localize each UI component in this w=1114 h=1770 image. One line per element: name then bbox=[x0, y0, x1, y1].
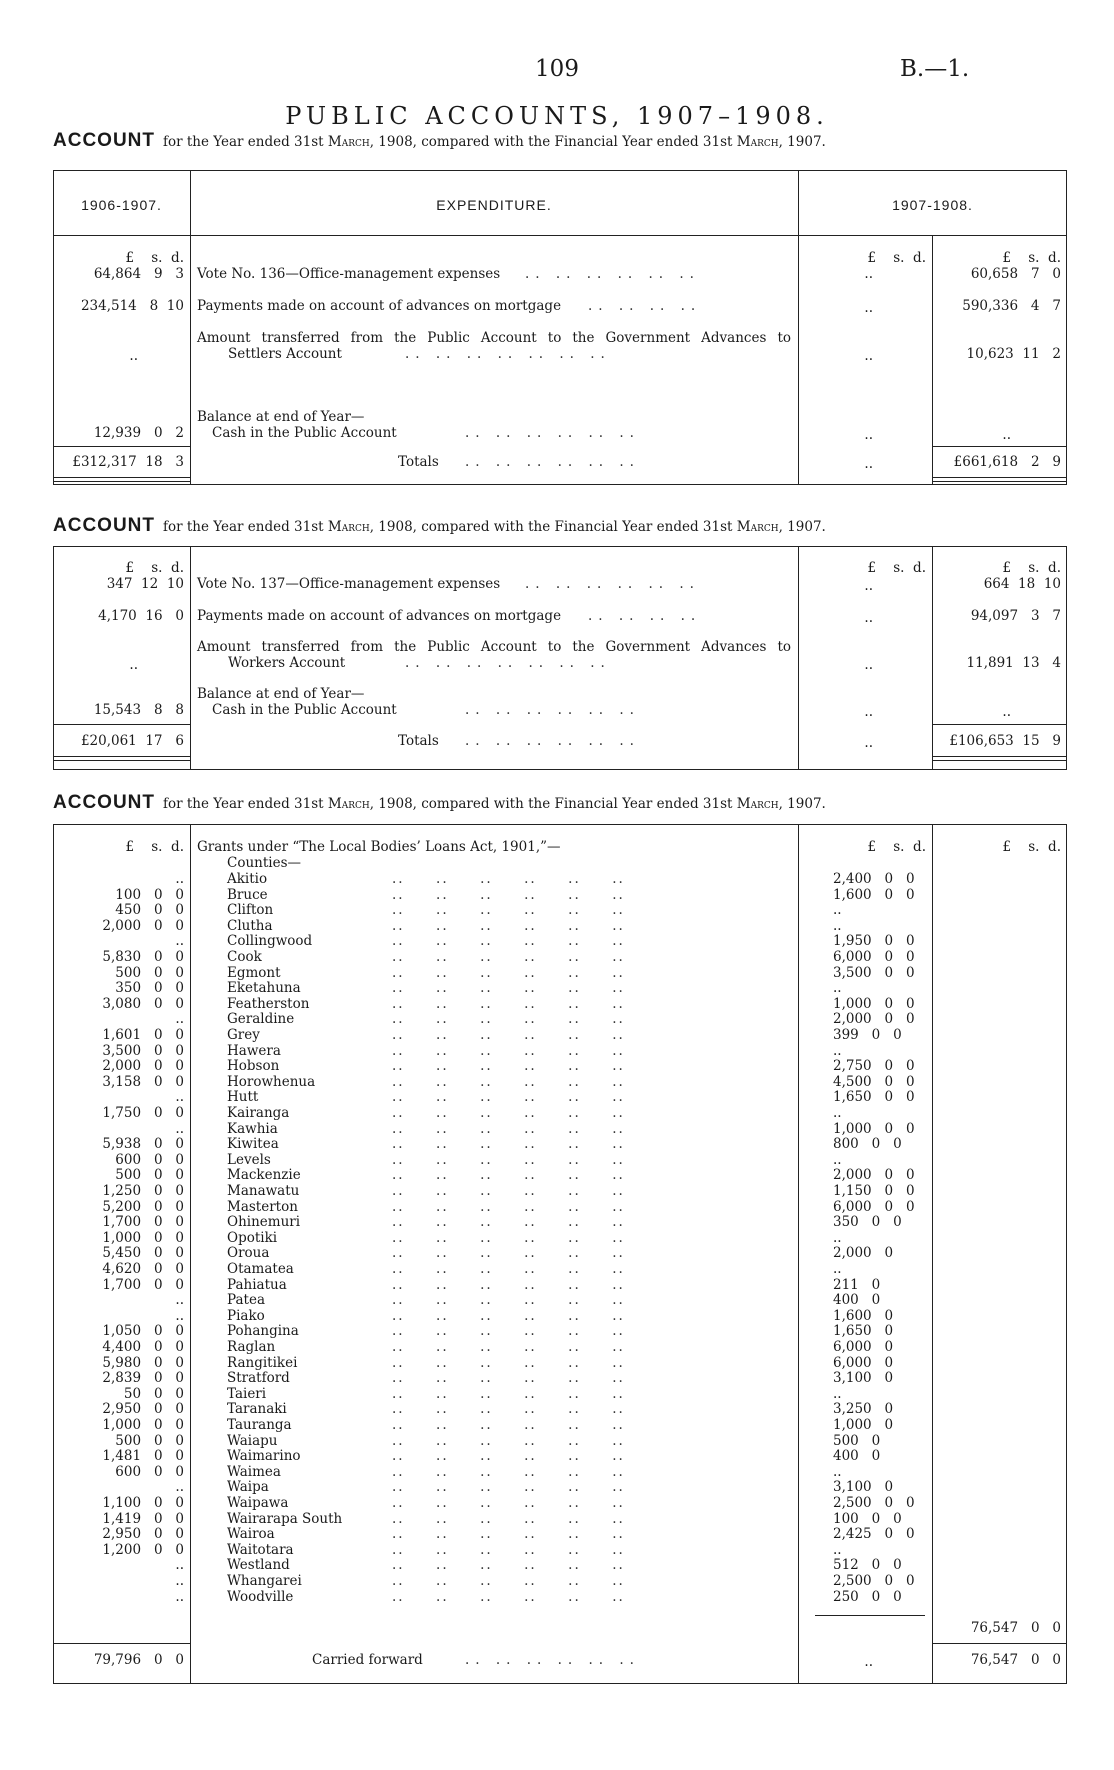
row-description-continued: Cash in the Public Account bbox=[212, 702, 397, 718]
unit-header: £ s. d. bbox=[867, 560, 926, 576]
county-amount-prev: 1,700 0 0 bbox=[102, 1214, 184, 1230]
amount-sub: .. bbox=[864, 300, 873, 316]
county-name: Kairanga bbox=[227, 1105, 290, 1121]
county-amount-sub: 800 0 0 bbox=[833, 1136, 902, 1152]
amount-prev: .. bbox=[129, 657, 138, 673]
leader-dots: .. .. .. .. .. .. bbox=[392, 1183, 625, 1199]
column-divider bbox=[798, 546, 799, 770]
county-amount-sub: 2,500 0 0 bbox=[833, 1495, 915, 1511]
row-description: Amount transferred from the Public Account to the Government Advances to bbox=[197, 639, 791, 655]
section-3-heading: ACCOUNT for the Year ended 31st March, 1908, compared with the Financial Year ended 31st March, 1907. bbox=[53, 792, 826, 813]
carried-curr: 76,547 0 0 bbox=[970, 1652, 1061, 1668]
leader-dots: .. .. .. .. .. .. bbox=[392, 1167, 625, 1183]
leader-dots: .. .. .. .. .. .. bbox=[392, 1214, 625, 1230]
leader-dots: .. .. .. .. .. .. bbox=[392, 1308, 625, 1324]
county-name: Ohinemuri bbox=[227, 1214, 301, 1230]
leader-dots: .. .. .. .. .. .. bbox=[392, 1261, 625, 1277]
county-amount-sub: 1,000 0 0 bbox=[833, 996, 915, 1012]
county-amount-prev: .. bbox=[175, 1557, 184, 1573]
county-name: Piako bbox=[227, 1308, 265, 1324]
county-amount-sub: 2,000 0 0 bbox=[833, 1167, 915, 1183]
county-amount-sub: .. bbox=[833, 1043, 842, 1059]
leader-dots: .. .. .. .. .. .. bbox=[392, 1511, 625, 1527]
leader-dots: .. .. .. .. .. .. bbox=[465, 733, 640, 749]
county-name: Clifton bbox=[227, 902, 274, 918]
amount-sub: .. bbox=[864, 578, 873, 594]
leader-dots: .. .. .. .. .. .. bbox=[392, 1339, 625, 1355]
leader-dots: .. .. .. .. .. .. bbox=[392, 1011, 625, 1027]
amount-prev: 347 12 10 bbox=[106, 576, 184, 592]
leader-dots: .. .. .. .. .. .. bbox=[392, 871, 625, 887]
leader-dots: .. .. .. .. .. .. bbox=[392, 1105, 625, 1121]
amount-curr: .. bbox=[1002, 704, 1011, 720]
county-amount-prev: 50 0 0 bbox=[123, 1386, 184, 1402]
county-amount-prev: 5,450 0 0 bbox=[102, 1245, 184, 1261]
county-amount-prev: 5,980 0 0 bbox=[102, 1355, 184, 1371]
county-amount-prev: 600 0 0 bbox=[115, 1152, 184, 1168]
county-amount-prev: 2,950 0 0 bbox=[102, 1401, 184, 1417]
column-divider bbox=[798, 824, 799, 1684]
carried-prev: 79,796 0 0 bbox=[93, 1652, 184, 1668]
amount-curr: 590,336 4 7 bbox=[962, 298, 1061, 314]
county-amount-sub: 2,425 0 0 bbox=[833, 1526, 915, 1542]
leader-dots: .. .. .. .. .. .. bbox=[392, 1433, 625, 1449]
leader-dots: .. .. .. .. .. .. bbox=[525, 576, 700, 592]
county-name: Waimea bbox=[227, 1464, 281, 1480]
county-name: Grey bbox=[227, 1027, 260, 1043]
leader-dots: .. .. .. .. .. .. bbox=[392, 1136, 625, 1152]
county-amount-sub: 2,500 0 0 bbox=[833, 1573, 915, 1589]
county-amount-prev: 5,830 0 0 bbox=[102, 949, 184, 965]
column-divider bbox=[932, 546, 933, 770]
county-amount-sub: 1,000 0 bbox=[833, 1417, 894, 1433]
leader-dots: .. .. .. .. .. .. bbox=[392, 1589, 625, 1605]
county-amount-sub: 1,650 0 0 bbox=[833, 1089, 915, 1105]
county-amount-prev: .. bbox=[175, 871, 184, 887]
leader-dots: .. .. .. .. .. .. bbox=[465, 454, 640, 470]
county-name: Levels bbox=[227, 1152, 271, 1168]
county-amount-sub: 3,500 0 0 bbox=[833, 965, 915, 981]
leader-dots: .. .. .. .. .. .. bbox=[392, 1121, 625, 1137]
column-header-expenditure: EXPENDITURE. bbox=[436, 197, 552, 213]
leader-dots: .. .. .. .. .. .. bbox=[392, 1355, 625, 1371]
county-amount-prev: 350 0 0 bbox=[115, 980, 184, 996]
county-amount-prev: .. bbox=[175, 1479, 184, 1495]
county-amount-sub: .. bbox=[833, 1105, 842, 1121]
amount-prev: 64,864 9 3 bbox=[93, 266, 184, 282]
county-amount-prev: 500 0 0 bbox=[115, 1433, 184, 1449]
county-amount-sub: 399 0 0 bbox=[833, 1027, 902, 1043]
total-rule bbox=[932, 446, 1067, 447]
column-divider bbox=[190, 170, 191, 485]
leader-dots: .. .. .. .. .. .. bbox=[392, 1542, 625, 1558]
county-amount-sub: 3,100 0 bbox=[833, 1370, 894, 1386]
column-header-1907-1908: 1907-1908. bbox=[892, 197, 973, 213]
county-amount-prev: 1,481 0 0 bbox=[102, 1448, 184, 1464]
leader-dots: .. .. .. .. .. .. bbox=[392, 1245, 625, 1261]
unit-header: £ s. d. bbox=[1002, 250, 1061, 266]
leader-dots: .. .. .. .. .. .. bbox=[392, 1089, 625, 1105]
county-amount-prev: 1,000 0 0 bbox=[102, 1417, 184, 1433]
county-amount-prev: .. bbox=[175, 1589, 184, 1605]
total-double-rule bbox=[932, 477, 1067, 482]
county-name: Tauranga bbox=[227, 1417, 292, 1433]
county-name: Woodville bbox=[227, 1589, 294, 1605]
leader-dots: .. .. .. .. .. .. .. bbox=[405, 655, 611, 671]
subtotal-rule bbox=[815, 1615, 925, 1616]
county-amount-sub: 2,000 0 0 bbox=[833, 1011, 915, 1027]
unit-header: £ s. d. bbox=[867, 250, 926, 266]
leader-dots: .. .. .. .. .. .. bbox=[392, 1043, 625, 1059]
leader-dots: .. .. .. .. .. .. bbox=[392, 1479, 625, 1495]
leader-dots: .. .. .. .. .. .. bbox=[392, 1526, 625, 1542]
column-divider bbox=[798, 170, 799, 485]
county-amount-prev: 3,158 0 0 bbox=[102, 1074, 184, 1090]
county-name: Bruce bbox=[227, 887, 268, 903]
county-name: Otamatea bbox=[227, 1261, 294, 1277]
amount-curr: 94,097 3 7 bbox=[970, 608, 1061, 624]
section-1-heading: ACCOUNT for the Year ended 31st March, 1908, compared with the Financial Year ended 31st March, 1907. bbox=[53, 130, 826, 151]
county-name: Pahiatua bbox=[227, 1277, 287, 1293]
leader-dots: .. .. .. .. .. .. bbox=[392, 933, 625, 949]
total-prev: £312,317 18 3 bbox=[72, 454, 184, 470]
county-name: Pohangina bbox=[227, 1323, 299, 1339]
county-name: Rangitikei bbox=[227, 1355, 298, 1371]
county-amount-sub: 6,000 0 0 bbox=[833, 1199, 915, 1215]
county-amount-sub: 512 0 0 bbox=[833, 1557, 902, 1573]
leader-dots: .. .. .. .. .. .. bbox=[392, 887, 625, 903]
leader-dots: .. .. .. .. .. .. bbox=[392, 1199, 625, 1215]
county-name: Stratford bbox=[227, 1370, 290, 1386]
county-amount-sub: .. bbox=[833, 1386, 842, 1402]
leader-dots: .. .. .. .. .. .. bbox=[392, 965, 625, 981]
county-name: Opotiki bbox=[227, 1230, 278, 1246]
leader-dots: .. .. .. .. .. .. bbox=[465, 1652, 640, 1668]
county-amount-sub: .. bbox=[833, 1152, 842, 1168]
county-amount-sub: 100 0 0 bbox=[833, 1511, 902, 1527]
row-description-continued: Settlers Account bbox=[228, 346, 342, 362]
leader-dots: .. .. .. .. .. .. bbox=[392, 1417, 625, 1433]
leader-dots: .. .. .. .. .. .. bbox=[392, 949, 625, 965]
county-amount-prev: 1,200 0 0 bbox=[102, 1542, 184, 1558]
leader-dots: .. .. .. .. .. .. bbox=[392, 996, 625, 1012]
county-name: Wairoa bbox=[227, 1526, 275, 1542]
unit-header: £ s. d. bbox=[1002, 839, 1061, 855]
county-name: Manawatu bbox=[227, 1183, 300, 1199]
amount-prev: .. bbox=[129, 348, 138, 364]
county-amount-prev: 1,601 0 0 bbox=[102, 1027, 184, 1043]
county-amount-sub: 1,600 0 0 bbox=[833, 887, 915, 903]
county-amount-prev: 600 0 0 bbox=[115, 1464, 184, 1480]
county-name: Eketahuna bbox=[227, 980, 301, 996]
leader-dots: .. .. .. .. .. .. bbox=[392, 1292, 625, 1308]
county-name: Hutt bbox=[227, 1089, 259, 1105]
row-description-continued: Workers Account bbox=[228, 655, 346, 671]
carried-rule bbox=[932, 1643, 1067, 1644]
county-amount-prev: .. bbox=[175, 1308, 184, 1324]
leader-dots: .. .. .. .. .. .. bbox=[465, 702, 640, 718]
column-divider bbox=[932, 235, 933, 485]
total-double-rule bbox=[932, 756, 1067, 761]
total-double-rule bbox=[53, 756, 190, 761]
county-name: Raglan bbox=[227, 1339, 276, 1355]
county-amount-sub: .. bbox=[833, 1464, 842, 1480]
total-sub: .. bbox=[864, 456, 873, 472]
county-amount-sub: 1,150 0 0 bbox=[833, 1183, 915, 1199]
county-amount-sub: .. bbox=[833, 902, 842, 918]
column-divider bbox=[190, 824, 191, 1684]
county-amount-prev: 1,750 0 0 bbox=[102, 1105, 184, 1121]
county-amount-sub: 211 0 bbox=[833, 1277, 881, 1293]
grant-subtitle: Counties— bbox=[227, 855, 302, 871]
leader-dots: .. .. .. .. .. .. bbox=[392, 1386, 625, 1402]
section-1-header-rule bbox=[53, 235, 1067, 236]
county-amount-prev: 1,419 0 0 bbox=[102, 1511, 184, 1527]
county-amount-sub: 6,000 0 bbox=[833, 1339, 894, 1355]
county-amount-sub: 4,500 0 0 bbox=[833, 1074, 915, 1090]
county-name: Mackenzie bbox=[227, 1167, 301, 1183]
county-name: Waimarino bbox=[227, 1448, 301, 1464]
county-name: Taieri bbox=[227, 1386, 267, 1402]
grant-title: Grants under “The Local Bodies’ Loans Act, 1901,”— bbox=[197, 839, 561, 855]
leader-dots: .. .. .. .. .. .. bbox=[392, 980, 625, 996]
county-name: Waitotara bbox=[227, 1542, 294, 1558]
leader-dots: .. .. .. .. .. .. bbox=[392, 918, 625, 934]
county-name: Cook bbox=[227, 949, 262, 965]
county-amount-prev: 1,000 0 0 bbox=[102, 1230, 184, 1246]
county-name: Akitio bbox=[227, 871, 268, 887]
county-amount-prev: .. bbox=[175, 1121, 184, 1137]
county-amount-prev: 1,700 0 0 bbox=[102, 1277, 184, 1293]
leader-dots: .. .. .. .. .. .. bbox=[392, 1058, 625, 1074]
leader-dots: .. .. .. .. .. .. bbox=[525, 266, 700, 282]
county-amount-sub: 2,400 0 0 bbox=[833, 871, 915, 887]
unit-header: £ s. d. bbox=[1002, 560, 1061, 576]
county-name: Collingwood bbox=[227, 933, 313, 949]
county-name: Hawera bbox=[227, 1043, 281, 1059]
county-name: Horowhenua bbox=[227, 1074, 316, 1090]
county-amount-prev: .. bbox=[175, 1011, 184, 1027]
leader-dots: .. .. .. .. .. .. .. bbox=[405, 346, 611, 362]
page-title: PUBLIC ACCOUNTS, 1907–1908. bbox=[285, 102, 829, 130]
county-amount-sub: 400 0 bbox=[833, 1448, 881, 1464]
row-description: Payments made on account of advances on mortgage bbox=[197, 608, 562, 624]
county-amount-sub: .. bbox=[833, 1542, 842, 1558]
county-amount-prev: .. bbox=[175, 1573, 184, 1589]
leader-dots: .. .. .. .. bbox=[588, 298, 702, 314]
leader-dots: .. .. .. .. .. .. bbox=[392, 1370, 625, 1386]
subtotal-curr: 76,547 0 0 bbox=[970, 1620, 1061, 1636]
leader-dots: .. .. .. .. .. .. bbox=[392, 1152, 625, 1168]
county-amount-sub: 2,750 0 0 bbox=[833, 1058, 915, 1074]
leader-dots: .. .. .. .. .. .. bbox=[392, 1464, 625, 1480]
county-name: Whangarei bbox=[227, 1573, 302, 1589]
leader-dots: .. .. .. .. .. .. bbox=[392, 1074, 625, 1090]
county-name: Waipawa bbox=[227, 1495, 289, 1511]
carried-rule bbox=[53, 1643, 190, 1644]
county-name: Hobson bbox=[227, 1058, 280, 1074]
leader-dots: .. .. .. .. .. .. bbox=[392, 1230, 625, 1246]
county-amount-sub: 1,950 0 0 bbox=[833, 933, 915, 949]
county-amount-sub: 3,100 0 bbox=[833, 1479, 894, 1495]
row-description: Balance at end of Year— bbox=[197, 409, 365, 425]
county-amount-sub: 350 0 0 bbox=[833, 1214, 902, 1230]
total-prev: £20,061 17 6 bbox=[80, 733, 184, 749]
amount-curr: .. bbox=[1002, 427, 1011, 443]
amount-sub: .. bbox=[864, 266, 873, 282]
county-name: Waipa bbox=[227, 1479, 269, 1495]
total-sub: .. bbox=[864, 735, 873, 751]
county-name: Featherston bbox=[227, 996, 310, 1012]
county-amount-prev: .. bbox=[175, 933, 184, 949]
county-amount-prev: 500 0 0 bbox=[115, 965, 184, 981]
leader-dots: .. .. .. .. .. .. bbox=[392, 1401, 625, 1417]
total-rule bbox=[53, 446, 190, 447]
column-header-1906-1907: 1906-1907. bbox=[81, 197, 162, 213]
carried-sub: .. bbox=[864, 1654, 873, 1670]
amount-curr: 11,891 13 4 bbox=[966, 655, 1061, 671]
amount-curr: 664 18 10 bbox=[983, 576, 1061, 592]
row-description: Payments made on account of advances on mortgage bbox=[197, 298, 562, 314]
county-amount-prev: 2,950 0 0 bbox=[102, 1526, 184, 1542]
county-amount-sub: .. bbox=[833, 1261, 842, 1277]
county-name: Taranaki bbox=[227, 1401, 287, 1417]
county-amount-sub: 6,000 0 bbox=[833, 1355, 894, 1371]
total-curr: £661,618 2 9 bbox=[953, 454, 1061, 470]
county-name: Kawhia bbox=[227, 1121, 278, 1137]
county-amount-prev: 3,080 0 0 bbox=[102, 996, 184, 1012]
amount-sub: .. bbox=[864, 610, 873, 626]
county-amount-prev: 2,000 0 0 bbox=[102, 1058, 184, 1074]
amount-prev: 15,543 8 8 bbox=[93, 702, 184, 718]
unit-header: £ s. d. bbox=[125, 250, 184, 266]
unit-header: £ s. d. bbox=[125, 839, 184, 855]
unit-header: £ s. d. bbox=[125, 560, 184, 576]
unit-header: £ s. d. bbox=[867, 839, 926, 855]
county-amount-prev: 3,500 0 0 bbox=[102, 1043, 184, 1059]
county-amount-sub: 1,000 0 0 bbox=[833, 1121, 915, 1137]
leader-dots: .. .. .. .. .. .. bbox=[392, 1277, 625, 1293]
county-amount-prev: 5,200 0 0 bbox=[102, 1199, 184, 1215]
leader-dots: .. .. .. .. .. .. bbox=[465, 425, 640, 441]
total-rule bbox=[932, 724, 1067, 725]
row-description: Balance at end of Year— bbox=[197, 686, 365, 702]
county-name: Egmont bbox=[227, 965, 281, 981]
amount-prev: 234,514 8 10 bbox=[80, 298, 184, 314]
leader-dots: .. .. .. .. .. .. bbox=[392, 1495, 625, 1511]
total-double-rule bbox=[53, 477, 190, 482]
amount-prev: 12,939 0 2 bbox=[93, 425, 184, 441]
county-name: Wairarapa South bbox=[227, 1511, 343, 1527]
county-name: Patea bbox=[227, 1292, 265, 1308]
amount-prev: 4,170 16 0 bbox=[98, 608, 184, 624]
leader-dots: .. .. .. .. .. .. bbox=[392, 1557, 625, 1573]
row-description-continued: Cash in the Public Account bbox=[212, 425, 397, 441]
county-amount-prev: 1,050 0 0 bbox=[102, 1323, 184, 1339]
county-name: Westland bbox=[227, 1557, 290, 1573]
county-amount-sub: .. bbox=[833, 918, 842, 934]
total-rule bbox=[53, 724, 190, 725]
county-amount-sub: 500 0 bbox=[833, 1433, 881, 1449]
county-amount-sub: 1,600 0 bbox=[833, 1308, 894, 1324]
amount-sub: .. bbox=[864, 657, 873, 673]
section-2-heading: ACCOUNT for the Year ended 31st March, 1908, compared with the Financial Year ended 31st March, 1907. bbox=[53, 515, 826, 536]
county-amount-sub: 400 0 bbox=[833, 1292, 881, 1308]
total-curr: £106,653 15 9 bbox=[949, 733, 1061, 749]
totals-label: Totals bbox=[398, 733, 439, 749]
amount-sub: .. bbox=[864, 427, 873, 443]
county-name: Kiwitea bbox=[227, 1136, 279, 1152]
county-amount-prev: .. bbox=[175, 1089, 184, 1105]
county-amount-sub: .. bbox=[833, 1230, 842, 1246]
county-amount-prev: 450 0 0 bbox=[115, 902, 184, 918]
county-name: Masterton bbox=[227, 1199, 298, 1215]
leader-dots: .. .. .. .. .. .. bbox=[392, 902, 625, 918]
column-divider bbox=[190, 546, 191, 770]
county-amount-sub: 3,250 0 bbox=[833, 1401, 894, 1417]
leader-dots: .. .. .. .. .. .. bbox=[392, 1448, 625, 1464]
county-name: Waiapu bbox=[227, 1433, 278, 1449]
county-amount-prev: 4,620 0 0 bbox=[102, 1261, 184, 1277]
totals-label: Totals bbox=[398, 454, 439, 470]
county-amount-prev: 1,250 0 0 bbox=[102, 1183, 184, 1199]
leader-dots: .. .. .. .. .. .. bbox=[392, 1573, 625, 1589]
leader-dots: .. .. .. .. .. .. bbox=[392, 1323, 625, 1339]
county-amount-prev: 100 0 0 bbox=[115, 887, 184, 903]
county-amount-sub: 250 0 0 bbox=[833, 1589, 902, 1605]
county-amount-prev: 4,400 0 0 bbox=[102, 1339, 184, 1355]
county-amount-prev: 2,839 0 0 bbox=[102, 1370, 184, 1386]
county-name: Oroua bbox=[227, 1245, 270, 1261]
row-description: Amount transferred from the Public Account to the Government Advances to bbox=[197, 330, 791, 346]
page-number: 109 bbox=[535, 56, 579, 82]
county-amount-prev: 5,938 0 0 bbox=[102, 1136, 184, 1152]
county-name: Geraldine bbox=[227, 1011, 295, 1027]
county-amount-prev: 2,000 0 0 bbox=[102, 918, 184, 934]
county-amount-sub: 1,650 0 bbox=[833, 1323, 894, 1339]
amount-curr: 60,658 7 0 bbox=[970, 266, 1061, 282]
row-description: Vote No. 137—Office-management expenses bbox=[197, 576, 501, 592]
amount-sub: .. bbox=[864, 704, 873, 720]
county-name: Clutha bbox=[227, 918, 273, 934]
county-amount-prev: .. bbox=[175, 1292, 184, 1308]
county-amount-sub: .. bbox=[833, 980, 842, 996]
county-amount-prev: 1,100 0 0 bbox=[102, 1495, 184, 1511]
row-description: Vote No. 136—Office-management expenses bbox=[197, 266, 501, 282]
leader-dots: .. .. .. .. .. .. bbox=[392, 1027, 625, 1043]
leader-dots: .. .. .. .. bbox=[588, 608, 702, 624]
county-amount-prev: 500 0 0 bbox=[115, 1167, 184, 1183]
county-amount-sub: 6,000 0 0 bbox=[833, 949, 915, 965]
amount-curr: 10,623 11 2 bbox=[966, 346, 1061, 362]
document-reference: B.—1. bbox=[900, 56, 970, 82]
carried-forward-label: Carried forward bbox=[312, 1652, 423, 1668]
amount-sub: .. bbox=[864, 348, 873, 364]
county-amount-sub: 2,000 0 bbox=[833, 1245, 894, 1261]
